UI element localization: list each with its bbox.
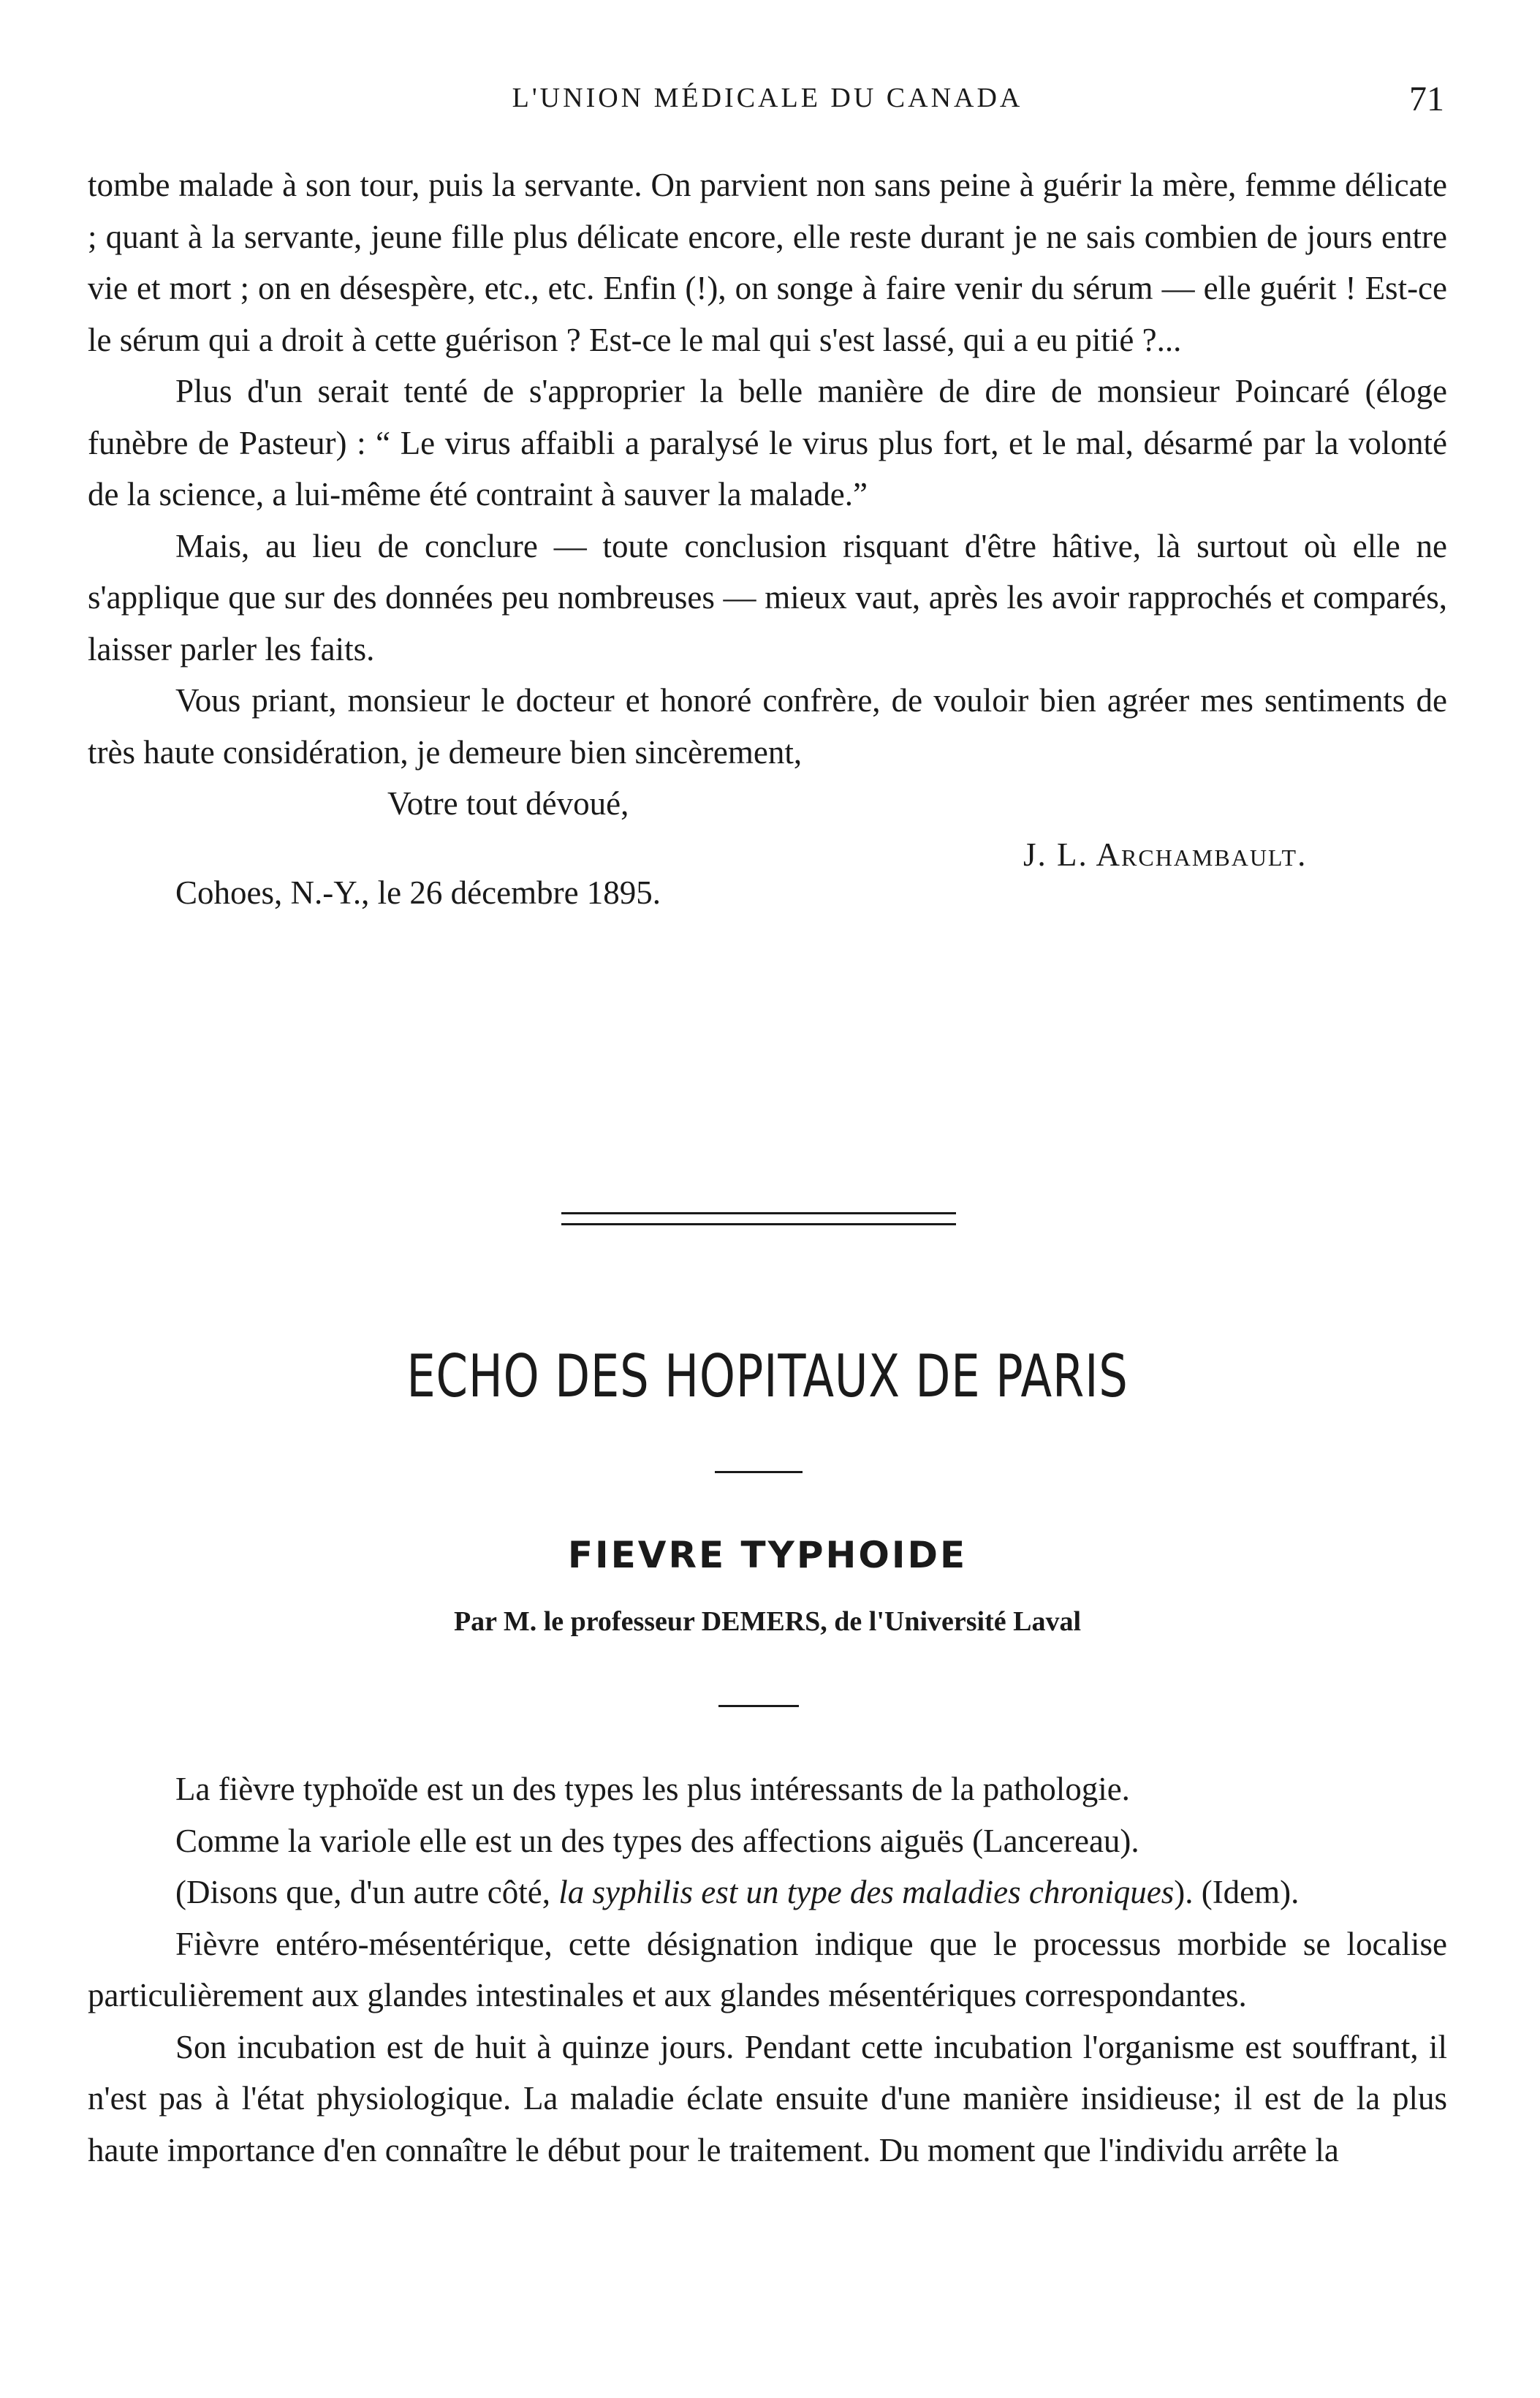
- article-paragraph: Son incubation est de huit à quinze jours. Pendant cette incubation l'organisme est souffrant, il n'est pas à l'état physiologique. La maladie éclate ensuite d'une manière insidieuse; il est de la plus haute importance d'en connaître le début pour le traitement. Du moment que l'individu arrête la: [88, 2028, 1447, 2168]
- valediction: Votre tout dévoué,: [387, 785, 629, 822]
- article-paragraph: Comme la variole elle est un des types des affections aiguës (Lancereau).: [175, 1822, 1139, 1859]
- article-paragraph: La fièvre typhoïde est un des types les plus intéressants de la pathologie.: [175, 1771, 1130, 1807]
- article-subtitle: FIEVRE TYPHOIDE: [567, 1534, 968, 1576]
- article-paragraph: Fièvre entéro-mésentérique, cette désignation indique que le processus morbide se localise particulièrement aux glandes intestinales et aux glandes mésentériques correspondantes.: [88, 1925, 1447, 2013]
- title-rule: [715, 1471, 803, 1473]
- letter-paragraph: Mais, au lieu de conclure — toute conclusion risquant d'être hâtive, là surtout où elle ne s'applique que sur des données peu nombreuses — mieux vaut, après les avoir rapprochés et comparés, laisser parler les faits.: [88, 527, 1447, 667]
- article-body: [88, 1763, 1447, 2176]
- double-rule-separator: [561, 1212, 956, 1225]
- running-title: L'UNION MÉDICALE DU CANADA: [512, 83, 1023, 113]
- page-number: 71: [1409, 80, 1444, 118]
- section-title: ECHO DES HOPITAUX DE PARIS: [406, 1342, 1129, 1410]
- letter-paragraph: tombe malade à son tour, puis la servante. On parvient non sans peine à guérir la mère, femme délicate ; quant à la servante, jeune fille plus délicate encore, elle reste durant je ne sais combien de jours entre vie et mort ; on en désespère, etc., etc. Enfin (!), on songe à faire venir du sérum — elle guérit ! Est-ce le sérum qui a droit à cette guérison ? Est-ce le mal qui s'est lassé, qui a eu pitié ?...: [88, 167, 1447, 358]
- paragraph-text: (Disons que, d'un autre côté,: [175, 1874, 559, 1910]
- letter-body: [88, 159, 1447, 918]
- place-date-line: [88, 867, 1447, 918]
- article-byline: Par M. le professeur DEMERS, de l'Université Laval: [453, 1606, 1082, 1637]
- letter-paragraph: Vous priant, monsieur le docteur et honoré confrère, de vouloir bien agréer mes sentiments de très haute considération, je demeure bien sincèrement,: [88, 682, 1447, 771]
- place-date: Cohoes, N.-Y., le 26 décembre 1895.: [175, 874, 661, 911]
- paragraph-text: ). (Idem).: [1174, 1874, 1300, 1910]
- letter-paragraph: Plus d'un serait tenté de s'approprier la belle manière de dire de monsieur Poincaré (éloge funèbre de Pasteur) : “ Le virus affaibli a paralysé le virus plus fort, et le mal, désarmé par la volonté de la science, a lui-même été contraint à sauver la malade.”: [88, 373, 1447, 512]
- signature: J. L. Archambault.: [1023, 836, 1308, 873]
- letter-closing: [88, 778, 1447, 829]
- article-paragraph: [88, 1866, 1447, 1918]
- italic-phrase: la syphilis est un type des maladies chroniques: [558, 1874, 1175, 1910]
- byline-rule: [718, 1705, 799, 1707]
- running-head: [88, 82, 1447, 126]
